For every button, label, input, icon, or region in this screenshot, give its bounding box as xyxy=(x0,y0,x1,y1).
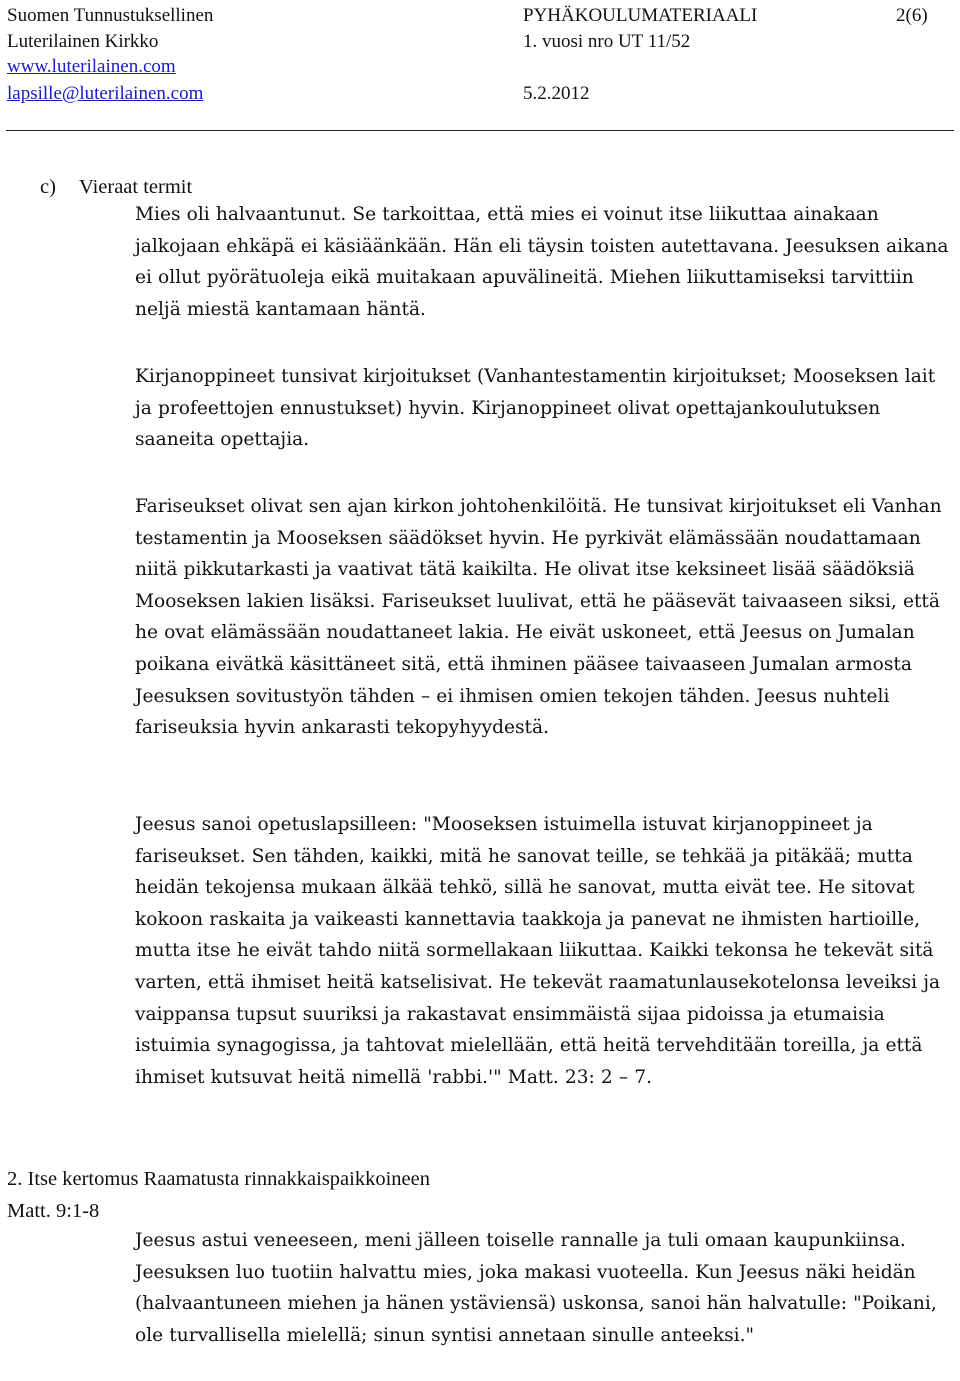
org-name-line1: Suomen Tunnustuksellinen xyxy=(7,5,214,26)
header-divider xyxy=(6,130,954,131)
paragraph-matt-9-story: Jeesus astui veneeseen, meni jälleen toiselle rannalle ja tuli omaan kaupunkiinsa. Jeesuksen luo tuotiin halvattu mies, joka makasi vuoteella. Kun Jeesus näki heidän (halvaantuneen miehen ja hänen ystäviensä) uskonsa, sanoi hän halvatulle: "Poikani, ole turvallisella mielellä; sinun syntisi annetaan sinulle anteeksi." xyxy=(135,1230,937,1346)
document-date: 5.2.2012 xyxy=(523,83,590,104)
document-type: PYHÄKOULUMATERIAALI xyxy=(523,5,758,26)
email-link[interactable]: lapsille@luterilainen.com xyxy=(7,83,204,104)
section-title-vieraat-termit: Vieraat termit xyxy=(79,176,193,198)
website-link[interactable]: www.luterilainen.com xyxy=(7,56,176,77)
bible-reference: Matt. 9:1-8 xyxy=(7,1200,100,1222)
document-id: 1. vuosi nro UT 11/52 xyxy=(523,31,691,52)
section-heading-raamatusta: 2. Itse kertomus Raamatusta rinnakkaispaikkoineen xyxy=(7,1168,430,1190)
org-name-line2: Luterilainen Kirkko xyxy=(7,31,159,52)
paragraph-bible-quote-matt-23: Jeesus sanoi opetuslapsilleen: "Mooseksen istuimella istuvat kirjanoppineet ja fariseukset. Sen tähden, kaikki, mitä he sanovat teille, se tehkää ja pitäkää; mutta heidän tekojensa mukaan älkää tehkö, sillä he sanovat, mutta eivät tee. He sitovat kokoon raskaita ja vaikeasti kannettavia taakkoja ja panevat ne ihmisten hartioille, mutta itse he eivät tahdo niitä sormellakaan liikuttaa. Kaikki tekonsa he tekevät sitä varten, että ihmiset heitä katselisivat. He tekevät raamatunlausekotelonsa leveiksi ja vaippansa tupsut suuriksi ja rakastavat ensimmäistä sijaa pidoissa ja etumaisia istuimia synagogissa, ja tahtovat mielellään, että heitä tervehditään toreilla, ja että ihmiset kutsuvat heitä nimellä 'rabbi.'" Matt. 23: 2 – 7. xyxy=(135,814,941,1088)
page-number: 2(6) xyxy=(896,5,928,26)
paragraph-fariseukset: Fariseukset olivat sen ajan kirkon johtohenkilöitä. He tunsivat kirjoitukset eli Vanhan testamentin ja Mooseksen säädökset hyvin. He pyrkivät elämässään noudattamaan niitä pikkutarkasti ja vaativat tätä kaikilta. He olivat itse keksineet lisää säädöksiä Mooseksen lakien lisäksi. Fariseukset luulivat, että he pääsevät taivaaseen siksi, että he ovat elämässään noudattaneet lakia. He eivät uskoneet, että Jeesus on Jumalan poikana eivätkä käsittäneet sitä, että ihminen pääsee taivaaseen Jumalan armosta Jeesuksen sovitustyön tähden – ei ihmisen omien tekojen tähden. Jeesus nuhteli fariseuksia hyvin ankarasti tekopyhyydestä. xyxy=(135,496,942,739)
paragraph-halvaantunut: Mies oli halvaantunut. Se tarkoittaa, että mies ei voinut itse liikuttaa ainakaan jalkojaan ehkäpä ei käsiäänkään. Hän eli täysin toisten autettavana. Jeesuksen aikana ei ollut pyörätuoleja eikä muitakaan apuvälineitä. Miehen liikuttamiseksi tarvittiin neljä miestä kantamaan häntä. xyxy=(135,204,949,320)
list-marker-c: c) xyxy=(40,176,56,198)
paragraph-kirjanoppineet: Kirjanoppineet tunsivat kirjoitukset (Vanhantestamentin kirjoitukset; Mooseksen lait ja profeettojen ennustukset) hyvin. Kirjanoppineet olivat opettajankoulutuksen saaneita opettajia. xyxy=(135,366,936,451)
